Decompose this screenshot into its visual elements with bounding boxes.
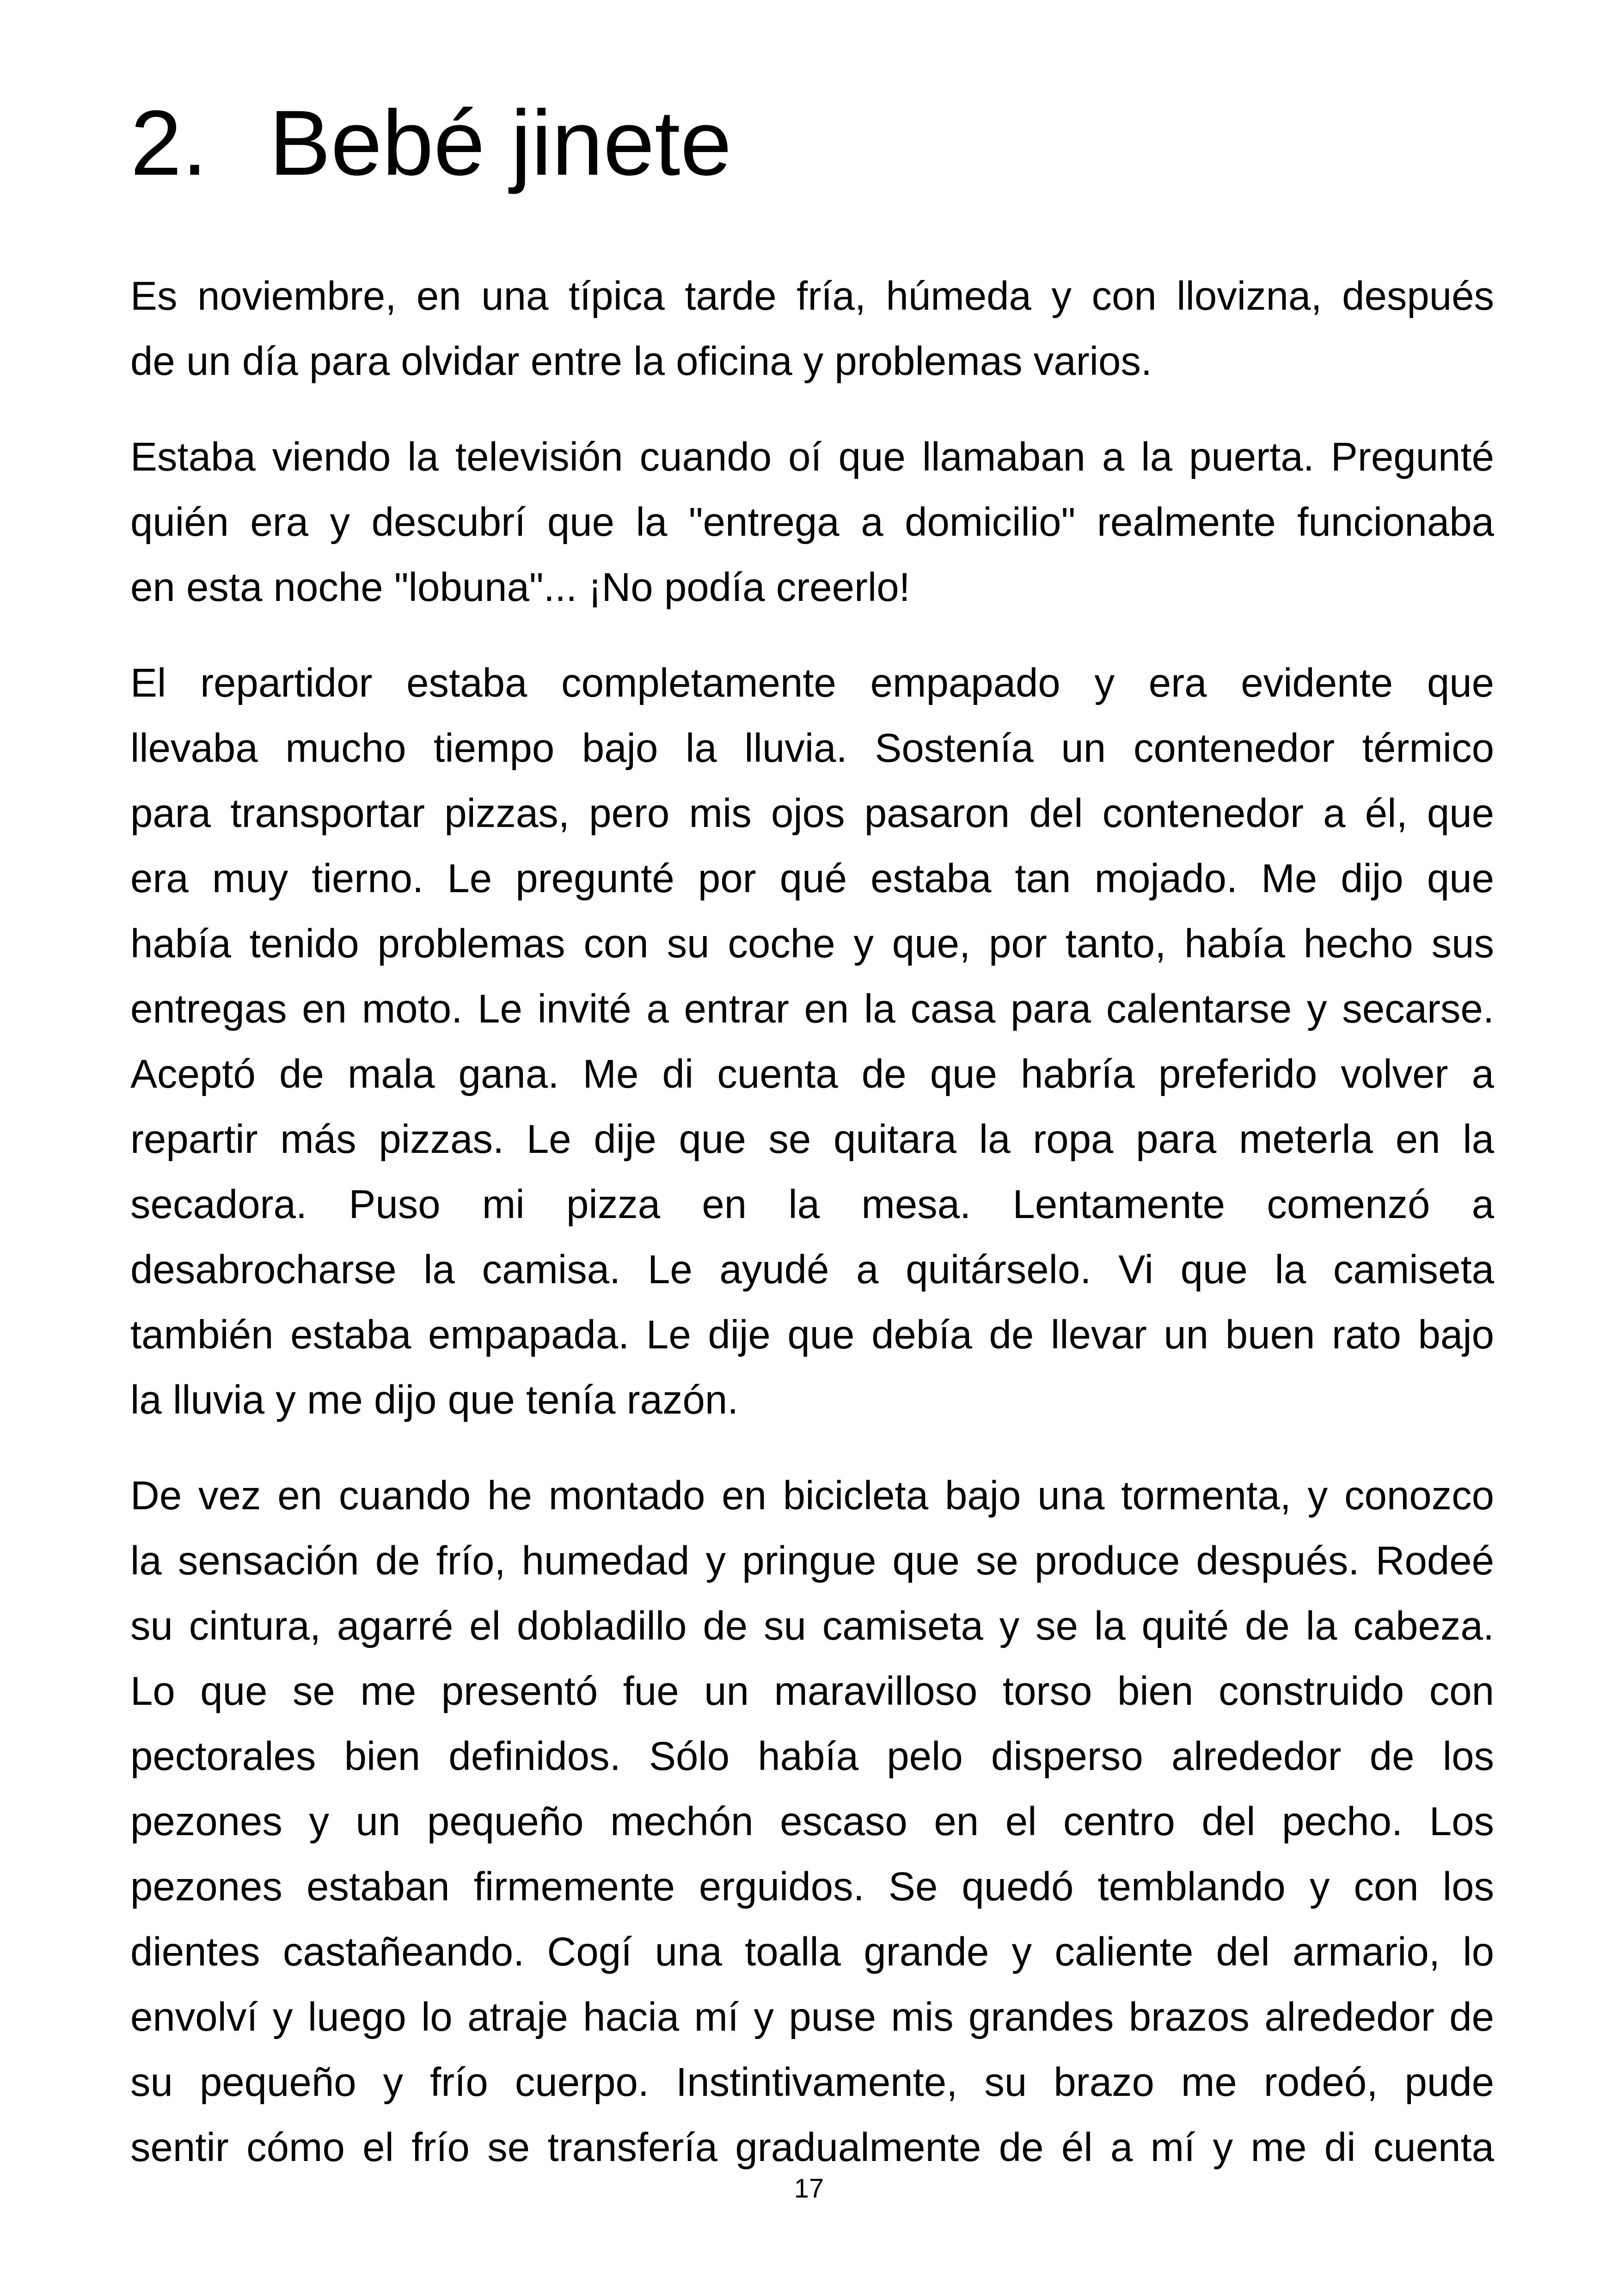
text-line: De vez en cuando he montado en bicicleta bajo una tormenta, y conozco	[130, 1473, 1494, 1518]
text-line: era muy tierno. Le pregunté por qué estaba tan mojado. Me dijo que	[130, 856, 1494, 901]
text-line: en esta noche "lobuna"... ¡No podía creerlo!	[130, 565, 910, 610]
text-line: entregas en moto. Le invité a entrar en la casa para calentarse y secarse.	[130, 986, 1494, 1031]
text-line: pezones y un pequeño mechón escaso en el centro del pecho. Los	[130, 1799, 1494, 1844]
text-line: desabrocharse la camisa. Le ayudé a quitárselo. Vi que la camiseta	[130, 1247, 1494, 1292]
text-line: Aceptó de mala gana. Me di cuenta de que habría preferido volver a	[130, 1052, 1494, 1096]
text-line: su cintura, agarré el dobladillo de su camiseta y se la quité de la cabeza.	[130, 1604, 1494, 1648]
paragraph	[130, 650, 1494, 1433]
paragraph	[130, 1463, 1494, 2180]
text-line: también estaba empapada. Le dije que debía de llevar un buen rato bajo	[130, 1312, 1494, 1357]
text-line: había tenido problemas con su coche y que, por tanto, había hecho sus	[130, 921, 1494, 966]
text-line: sentir cómo el frío se transfería gradualmente de él a mí y me di cuenta	[130, 2125, 1494, 2170]
text-line: su pequeño y frío cuerpo. Instintivamente, su brazo me rodeó, pude	[130, 2060, 1494, 2105]
text-line: pectorales bien definidos. Sólo había pelo disperso alrededor de los	[130, 1734, 1494, 1779]
text-line: repartir más pizzas. Le dije que se quitara la ropa para meterla en la	[130, 1117, 1494, 1162]
chapter-body	[130, 263, 1494, 2180]
chapter-title: Bebé jinete	[269, 92, 732, 195]
text-line: la lluvia y me dijo que tenía razón.	[130, 1378, 739, 1422]
paragraph	[130, 424, 1494, 620]
paragraph	[130, 263, 1494, 394]
text-line: pezones estaban firmemente erguidos. Se quedó temblando y con los	[130, 1864, 1494, 1909]
text-line: llevaba mucho tiempo bajo la lluvia. Sostenía un contenedor térmico	[130, 726, 1494, 771]
text-line: envolví y luego lo atraje hacia mí y puse mis grandes brazos alrededor de	[130, 1995, 1494, 2039]
text-line: Estaba viendo la televisión cuando oí que llamaban a la puerta. Pregunté	[130, 435, 1494, 479]
text-line: quién era y descubrí que la "entrega a domicilio" realmente funcionaba	[130, 500, 1494, 545]
page-number: 17	[794, 2174, 824, 2204]
text-line: dientes castañeando. Cogí una toalla grande y caliente del armario, lo	[130, 1929, 1494, 1974]
chapter-number: 2.	[130, 92, 208, 195]
chapter-heading	[130, 88, 732, 199]
text-line: para transportar pizzas, pero mis ojos pasaron del contenedor a él, que	[130, 791, 1494, 836]
text-line: El repartidor estaba completamente empapado y era evidente que	[130, 661, 1494, 705]
text-line: la sensación de frío, humedad y pringue que se produce después. Rodeé	[130, 1538, 1494, 1583]
text-line: de un día para olvidar entre la oficina y problemas varios.	[130, 339, 1152, 384]
text-line: secadora. Puso mi pizza en la mesa. Lentamente comenzó a	[130, 1182, 1494, 1227]
text-line: Es noviembre, en una típica tarde fría, húmeda y con llovizna, después	[130, 274, 1494, 318]
text-line: Lo que se me presentó fue un maravilloso torso bien construido con	[130, 1669, 1494, 1714]
